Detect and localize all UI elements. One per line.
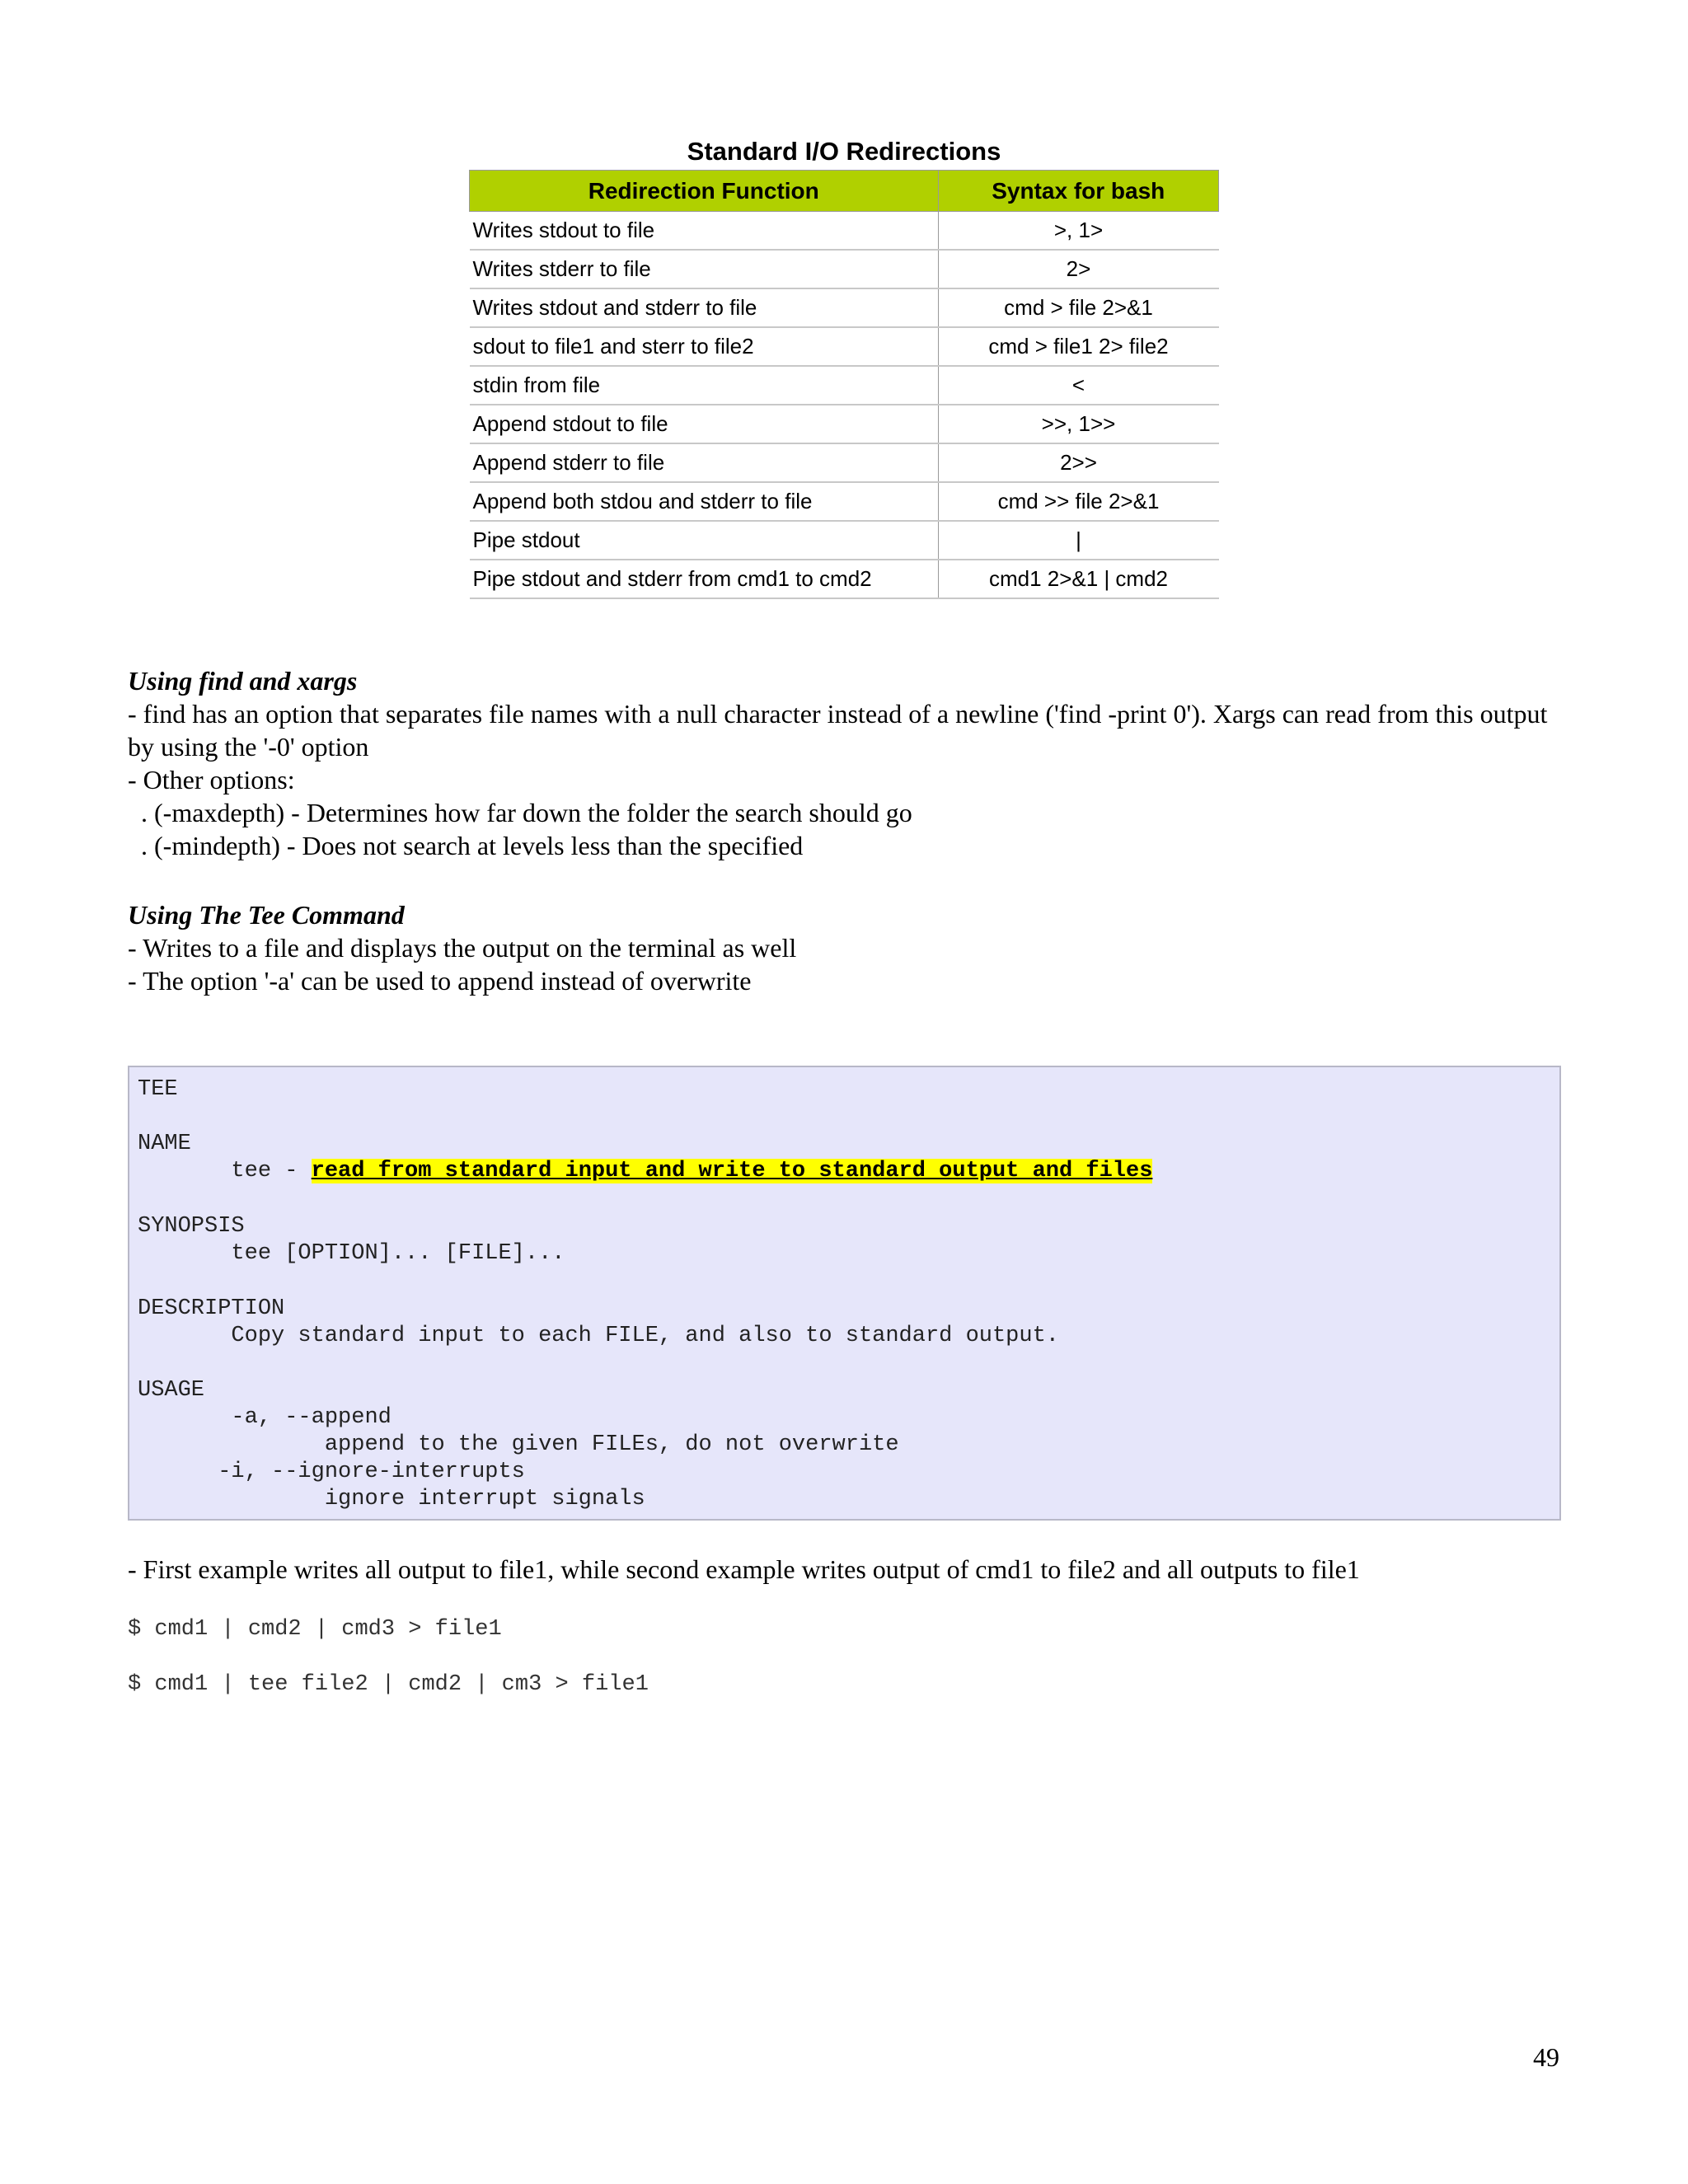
table-row — [470, 443, 1219, 482]
examples-intro: - First example writes all output to file1, while second example writes output of cmd1 to file2 and all outputs to file1 — [128, 1554, 1360, 1584]
page-number: 49 — [1533, 2042, 1559, 2072]
table-row — [470, 212, 1219, 251]
syntax-cell: | — [938, 521, 1219, 560]
example-command: $ cmd1 | cmd2 | cmd3 > file1 — [128, 1617, 502, 1642]
table-row — [470, 288, 1219, 327]
function-cell: Append both stdou and stderr to file — [470, 482, 939, 521]
column-header: Syntax for bash — [938, 171, 1219, 212]
paragraph: . (-mindepth) - Does not search at levels less than the specified — [128, 831, 804, 860]
table-title: Standard I/O Redirections — [687, 137, 1001, 166]
man-name-prefix: tee - — [138, 1159, 312, 1183]
syntax-cell: 2> — [938, 250, 1219, 288]
function-cell: Pipe stdout — [470, 521, 939, 560]
table-row — [470, 327, 1219, 366]
syntax-cell: >, 1> — [938, 212, 1219, 251]
paragraph: - Other options: — [128, 765, 295, 794]
man-name-line — [138, 1159, 1152, 1183]
function-cell: sdout to file1 and sterr to file2 — [470, 327, 939, 366]
tee-section — [128, 898, 1562, 997]
man-heading: USAGE — [138, 1378, 205, 1403]
redirections-table — [469, 170, 1219, 599]
syntax-cell: cmd > file1 2> file2 — [938, 327, 1219, 366]
section-heading: Using The Tee Command — [128, 900, 405, 930]
function-cell: Writes stdout to file — [470, 212, 939, 251]
man-usage-line: ignore interrupt signals — [138, 1487, 645, 1511]
find-section — [128, 664, 1562, 862]
man-usage-line: append to the given FILEs, do not overwrite — [138, 1432, 899, 1457]
column-header: Redirection Function — [470, 171, 939, 212]
syntax-cell: cmd1 2>&1 | cmd2 — [938, 560, 1219, 598]
paragraph: - Writes to a file and displays the output on the terminal as well — [128, 933, 797, 963]
function-cell: Append stdout to file — [470, 405, 939, 443]
syntax-cell: < — [938, 366, 1219, 405]
table-row — [470, 560, 1219, 598]
function-cell: Writes stdout and stderr to file — [470, 288, 939, 327]
manpage-box — [128, 1066, 1561, 1521]
example-command: $ cmd1 | tee file2 | cmd2 | cm3 > file1 — [128, 1672, 649, 1697]
man-title: TEE — [138, 1077, 178, 1102]
man-usage-line: -a, --append — [138, 1405, 392, 1430]
man-heading: SYNOPSIS — [138, 1214, 245, 1239]
syntax-cell: cmd >> file 2>&1 — [938, 482, 1219, 521]
table-row — [470, 521, 1219, 560]
table-header-row — [470, 171, 1219, 212]
man-usage-line: -i, --ignore-interrupts — [138, 1460, 525, 1484]
syntax-cell: cmd > file 2>&1 — [938, 288, 1219, 327]
table-row — [470, 405, 1219, 443]
syntax-cell: >>, 1>> — [938, 405, 1219, 443]
man-heading: NAME — [138, 1132, 191, 1156]
function-cell: Append stderr to file — [470, 443, 939, 482]
table-row — [470, 482, 1219, 521]
paragraph: - The option '-a' can be used to append instead of overwrite — [128, 966, 752, 996]
table-row — [470, 250, 1219, 288]
function-cell: Writes stderr to file — [470, 250, 939, 288]
man-synopsis: tee [OPTION]... [FILE]... — [138, 1241, 565, 1266]
function-cell: Pipe stdout and stderr from cmd1 to cmd2 — [470, 560, 939, 598]
paragraph: - find has an option that separates file names with a null character instead of a newline ('find -print 0'). Xargs can read from this output by using the '-0' option — [128, 699, 1548, 762]
highlighted-text: read from standard input and write to standard output and files — [311, 1159, 1153, 1183]
paragraph: . (-maxdepth) - Determines how far down the folder the search should go — [128, 798, 912, 827]
syntax-cell: 2>> — [938, 443, 1219, 482]
function-cell: stdin from file — [470, 366, 939, 405]
section-heading: Using find and xargs — [128, 666, 358, 696]
table-row — [470, 366, 1219, 405]
man-description: Copy standard input to each FILE, and also to standard output. — [138, 1324, 1059, 1348]
man-heading: DESCRIPTION — [138, 1296, 285, 1321]
